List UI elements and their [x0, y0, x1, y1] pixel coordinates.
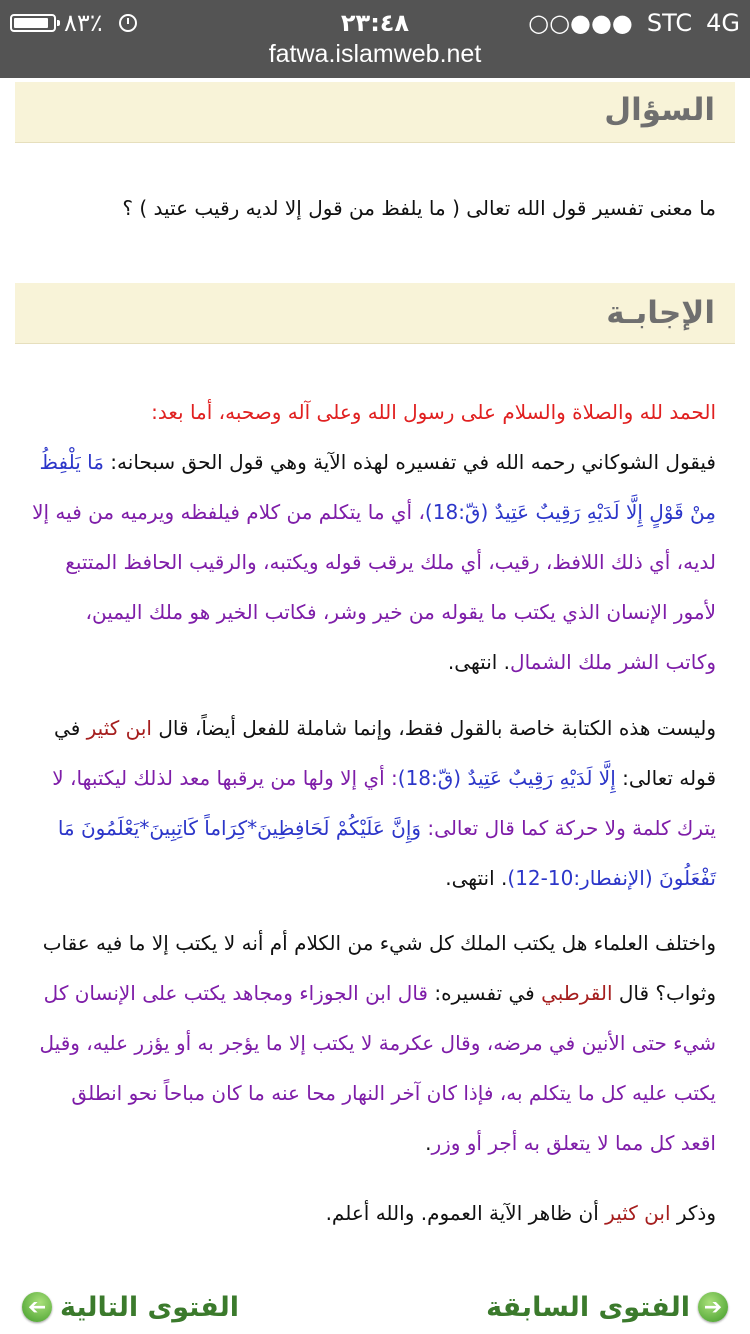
network-type: 4G: [706, 9, 740, 37]
answer-paragraph-1: [32, 437, 716, 687]
p4-text-b: أن ظاهر الآية العموم. والله أعلم.: [325, 1201, 606, 1225]
carrier-name: STC: [646, 9, 693, 37]
status-time: ٢٣:٤٨: [340, 9, 410, 37]
p2-verse-2: وَإِنَّ عَلَيْكُمْ لَحَافِظِينَ*كِرَاماً كَاتِبِينَ*يَعْلَمُونَ مَا تَفْعَلُونَ (الإنفطار:10-12): [57, 816, 716, 890]
p1-verse: مَا يَلْفِظُ مِنْ قَوْلٍ إِلَّا لَدَيْهِ رَقِيبٌ عَتِيدٌ (قّ:18): [39, 450, 716, 524]
p3-text-a: واختلف العلماء هل يكتب الملك كل شيء من الكلام أم أنه لا يكتب إلا ما فيه عقاب وثواب؟ قال: [42, 931, 716, 1005]
p3-text-b: في تفسيره:: [427, 981, 542, 1005]
answer-header: [15, 283, 735, 344]
p1-text-a: فيقول الشوكاني رحمه الله في تفسيره لهذه الآية وهي قول الحق سبحانه:: [103, 450, 716, 474]
question-text: ما معنى تفسير قول الله تعالى ( ما يلفظ من قول إلا لديه رقيب عتيد ) ؟: [122, 196, 716, 220]
p4-text-a: وذكر: [670, 1201, 716, 1225]
answer-intro-text: الحمد لله والصلاة والسلام على رسول الله وعلى آله وصحبه، أما بعد:: [151, 400, 716, 424]
fatwa-navigation: [0, 1284, 750, 1334]
answer-intro: [32, 387, 716, 437]
answer-paragraph-2: [32, 703, 716, 903]
p2-scholar-link[interactable]: ابن كثير: [86, 716, 152, 740]
arrow-left-circle-icon: ➔: [22, 1292, 52, 1322]
battery-percent: ٨٣٪: [64, 9, 103, 37]
p2-verse: إِلَّا لَدَيْهِ رَقِيبٌ عَتِيدٌ (قّ:18): [397, 766, 616, 790]
p3-end: .: [425, 1131, 432, 1155]
p2-text-b: في قوله تعالى:: [54, 716, 716, 790]
previous-fatwa-button[interactable]: [486, 1284, 728, 1330]
next-fatwa-button[interactable]: [22, 1284, 239, 1330]
arrow-right-circle-icon: ➔: [698, 1292, 728, 1322]
question-heading: السؤال: [604, 92, 715, 128]
answer-paragraph-3: [32, 918, 716, 1168]
carrier-signal: ○○●●●: [528, 9, 633, 37]
p1-tafsir: ، أي ما يتكلم من كلام فيلفظه ويرميه من فيه إلا لديه، أي ذلك اللافظ، رقيب، أي ملك يرقب قوله ويكتبه، والرقيب الحافظ المتتبع لأمور الإنسان الذي يكتب ما يقوله من خير وشر، فكاتب الخير هو ملك اليمين، وكاتب الشر ملك الشمال: [32, 500, 716, 674]
answer-paragraph-4: [32, 1188, 716, 1238]
status-right: [528, 6, 740, 40]
p1-end: . انتهى.: [447, 650, 511, 674]
question-header: [15, 82, 735, 143]
p3-scholar-link[interactable]: القرطبي: [541, 981, 613, 1005]
address-bar-url[interactable]: fatwa.islamweb.net: [268, 40, 482, 68]
p2-end: . انتهى.: [445, 866, 508, 890]
p3-quote: قال ابن الجوزاء ومجاهد يكتب على الإنسان كل شيء حتى الأنين في مرضه، وقال عكرمة لا يكتب إلا ما يؤجر به أو يؤزر عليه، وقيل يكتب عليه كل ما يتكلم به، فإذا كان آخر النهار محا عنه ما كان مباحاً نحو انطلق اقعد كل مما لا يتعلق به أجر أو وزر: [39, 981, 716, 1155]
answer-heading: الإجابـة: [606, 295, 715, 331]
next-fatwa-label: الفتوى التالية: [60, 1291, 240, 1323]
p4-scholar-link[interactable]: ابن كثير: [605, 1201, 671, 1225]
p2-tafsir: : أي إلا ولها من يرقبها معد لذلك ليكتبها، لا يترك كلمة ولا حركة كما قال تعالى:: [52, 766, 716, 840]
previous-fatwa-label: الفتوى السابقة: [486, 1291, 690, 1323]
p2-text-a: وليست هذه الكتابة خاصة بالقول فقط، وإنما شاملة للفعل أيضاً، قال: [151, 716, 716, 740]
status-bar: [0, 0, 750, 78]
